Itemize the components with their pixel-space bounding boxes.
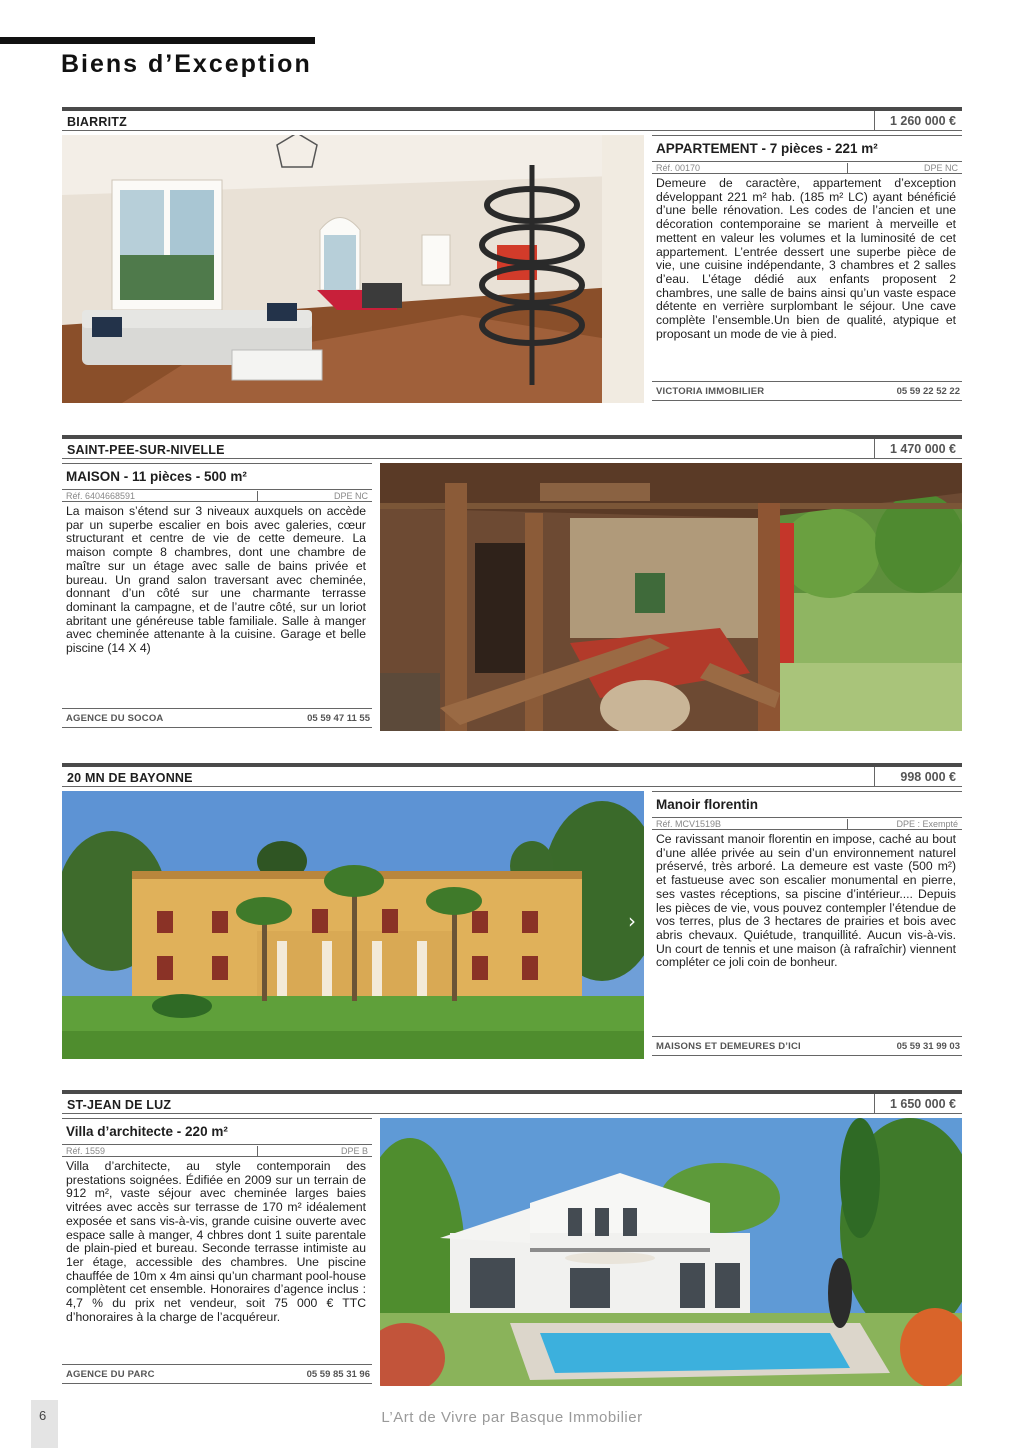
- listing-title: Manoir florentin: [652, 791, 962, 818]
- listing-agency-row: [62, 708, 372, 728]
- listing-description: Ce ravissant manoir florentin en impose, caché au bout d’une allée privée au sein d’un environnement naturel préservé, très arboré. La demeure est vaste (500 m²) et fastueuse avec son escalier monumental en pierre, ses vastes réceptions, sa piscine d’intérieur.... Depuis les pièces de vie, vous pouvez contempler l’étendue de vos terres, plus de 3 hectares de prairies et bois avec abris chevaux. Quiétude, tranquillité. Aucun vis-à-vis. Un court de tennis et une maison (à rafraîchir) viennent compléter ce joli coin de bonheur.: [656, 832, 956, 970]
- agency-phone: 05 59 31 99 03: [896, 1041, 960, 1052]
- listing-location: ST-JEAN DE LUZ: [67, 1098, 172, 1112]
- listing-price: 1 650 000 €: [874, 1094, 962, 1113]
- listing-ref: Réf. MCV1519B: [656, 819, 722, 829]
- agency-phone: 05 59 22 52 22: [896, 386, 960, 397]
- listing-title: APPARTEMENT - 7 pièces - 221 m²: [652, 135, 962, 162]
- header-bar: [0, 37, 315, 44]
- listing-title: Villa d’architecte - 220 m²: [62, 1118, 372, 1145]
- agency-name: AGENCE DU SOCOA: [66, 713, 164, 724]
- listing-location: SAINT-PEE-SUR-NIVELLE: [67, 443, 225, 457]
- listing-header: [62, 435, 962, 459]
- listing-photo-villa: [380, 1118, 962, 1386]
- listing-ref-row: [62, 1144, 372, 1157]
- listing-location: BIARRITZ: [67, 115, 127, 129]
- listing-dpe: DPE NC: [847, 163, 958, 174]
- page-number: 6: [39, 1408, 47, 1423]
- listing-ref-row: [652, 817, 962, 830]
- listing-header: [62, 107, 962, 131]
- agency-name: AGENCE DU PARC: [66, 1369, 155, 1380]
- listing-ref: Réf. 00170: [656, 163, 701, 173]
- listing-description: La maison s’étend sur 3 niveaux auxquels on accède par un superbe escalier en bois avec galeries, cœur structurant et centre de vie de cette demeure. La maison compte 8 chambres, dont une chambre de maître sur un étage avec salle de bains privée et bureau. Un grand salon traversant avec cheminée, donnant d’un côté sur une charmante terrasse dominant la campagne, et de l’autre côté, sur un loriot abritant une généreuse table familiale. Salle à manger avec cheminée attenante à la cuisine. Garage et belle piscine (14 X 4): [66, 504, 366, 656]
- listing-dpe: DPE : Exempté: [847, 819, 958, 830]
- listing-photo-manor: [62, 791, 644, 1059]
- listing-description: Demeure de caractère, appartement d’exception développant 221 m² hab. (185 m² LC) ayant bénéficié d’une belle rénovation. Les codes de l’ancien et une décoration contemporaine se marient à merveille et mettent en valeur les volumes et la luminosité de cet appartement. L’entrée dessert une superbe pièce de vie, une cuisine indépendante, 3 chambres et 2 salles d’eau. L’étage dédié aux enfants proposent 2 chambres, une salle de bains ainsi qu’un vaste espace détente en verrière surplombant le séjour. Une cave complète l’ensemble.Un bien de qualité, atypique et proposant un mode de vie à pied.: [656, 176, 956, 341]
- listing-price: 1 260 000 €: [874, 111, 962, 130]
- listing-photo-terrace: [380, 463, 962, 731]
- listing-title: MAISON - 11 pièces - 500 m²: [62, 463, 372, 490]
- listing-location: 20 MN DE BAYONNE: [67, 771, 193, 785]
- listing-description: Villa d’architecte, au style contemporain des prestations soignées. Édifiée en 2009 sur un terrain de 912 m², vaste séjour avec cheminée larges baies vitrées avec accès sur terrasse de 170 m² idéalement exposée et sans vis-à-vis, grande cuisine ouverte avec espace salle à manger, 4 chbres dont 1 suite parentale de plain-pied et bureau. Seconde terrasse intimiste au 1er étage, accessible des chambres. Une piscine chauffée de 10m x 4m ainsi qu’un charmant pool-house complètent cet ensemble. Honoraires d’agence inclus : 4,7 % du prix net vendeur, soit 75 000 € TTC d’honoraires à la charge de l’acquéreur.: [66, 1159, 366, 1324]
- listing-header: [62, 763, 962, 787]
- listing-ref-row: [62, 489, 372, 502]
- listing-agency-row: [652, 381, 962, 401]
- agency-phone: 05 59 85 31 96: [306, 1369, 370, 1380]
- agency-name: MAISONS ET DEMEURES D’ICI: [656, 1041, 801, 1052]
- agency-name: VICTORIA IMMOBILIER: [656, 386, 765, 397]
- listing-dpe: DPE NC: [257, 491, 368, 502]
- listing-price: 998 000 €: [874, 767, 962, 786]
- listing-header: [62, 1090, 962, 1114]
- listing-price: 1 470 000 €: [874, 439, 962, 458]
- listing-ref: Réf. 6404668591: [66, 491, 136, 501]
- listing-dpe: DPE B: [257, 1146, 368, 1157]
- listing-agency-row: [652, 1036, 962, 1056]
- svg-text:›: ›: [628, 909, 636, 933]
- listing-ref: Réf. 1559: [66, 1146, 106, 1156]
- page-title: Biens d’Exception: [61, 50, 312, 78]
- footer-publication: L’Art de Vivre par Basque Immobilier: [381, 1409, 643, 1426]
- listing-ref-row: [652, 161, 962, 174]
- agency-phone: 05 59 47 11 55: [307, 713, 370, 724]
- listing-agency-row: [62, 1364, 372, 1384]
- listing-photo-living-room: [62, 135, 644, 403]
